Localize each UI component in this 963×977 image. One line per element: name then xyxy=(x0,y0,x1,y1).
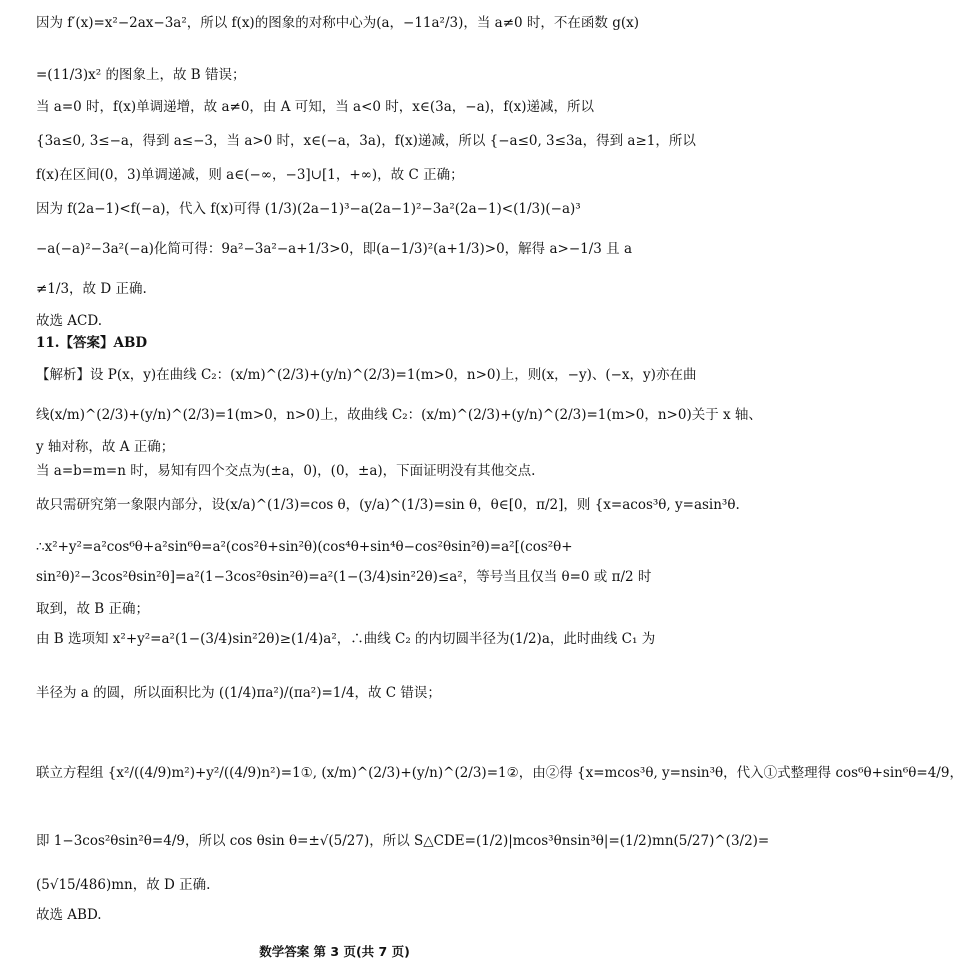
text-line: y 轴对称，故 A 正确； xyxy=(36,439,175,455)
text-line: 故选 ABD. xyxy=(36,907,102,923)
text-line: 11.【答案】ABD xyxy=(36,335,148,351)
text-line: 因为 f′(x)=x²−2ax−3a²，所以 f(x)的图象的对称中心为(a，−11a²/3)，当 a≠0 时，不在函数 g(x) xyxy=(36,15,639,31)
text-line: 线(x/m)^(2/3)+(y/n)^(2/3)=1(m>0，n>0)上，故曲线 C₂：(x/m)^(2/3)+(y/n)^(2/3)=1(m>0，n>0)关于 x 轴、 xyxy=(36,407,762,423)
text-line: 取到，故 B 正确； xyxy=(36,601,150,617)
text-line: 故只需研究第一象限内部分，设(x/a)^(1/3)=cos θ，(y/a)^(1/3)=sin θ，θ∈[0，π/2]，则 {x=acos³θ, y=asin³θ. xyxy=(36,497,740,513)
text-line: 即 1−3cos²θsin²θ=4/9，所以 cos θsin θ=±√(5/27)，所以 S△CDE=(1/2)|mcos³θnsin³θ|=(1/2)mn(5/27)^(3/2)= xyxy=(36,833,770,849)
text-line: 联立方程组 {x²/((4/9)m²)+y²/((4/9)n²)=1①, (x/m)^(2/3)+(y/n)^(2/3)=1②，由②得 {x=mcos³θ, y=nsin³θ，代入①式整理得 cos⁶θ+sin⁶θ=4/9， xyxy=(36,765,963,781)
text-line: 当 a=b=m=n 时，易知有四个交点为(±a，0)，(0，±a)，下面证明没有其他交点. xyxy=(36,463,536,479)
text-line: 因为 f(2a−1)<f(−a)，代入 f(x)可得 (1/3)(2a−1)³−a(2a−1)²−3a²(2a−1)<(1/3)(−a)³ xyxy=(36,201,581,217)
text-line: =(11/3)x² 的图象上，故 B 错误； xyxy=(36,67,246,83)
text-line: 由 B 选项知 x²+y²=a²(1−(3/4)sin²2θ)≥(1/4)a²，∴曲线 C₂ 的内切圆半径为(1/2)a，此时曲线 C₁ 为 xyxy=(36,631,656,647)
text-line: sin²θ)²−3cos²θsin²θ]=a²(1−3cos²θsin²θ)=a²(1−(3/4)sin²2θ)≤a²，等号当且仅当 θ=0 或 π/2 时 xyxy=(36,569,652,585)
text-line: 半径为 a 的圆，所以面积比为 ((1/4)πa²)/(πa²)=1/4，故 C 错误； xyxy=(36,685,441,701)
page-footer: 数学答案 第 3 页(共 7 页) xyxy=(259,944,410,959)
text-line: ≠1/3，故 D 正确. xyxy=(36,281,147,297)
text-line: ∴x²+y²=a²cos⁶θ+a²sin⁶θ=a²(cos²θ+sin²θ)(cos⁴θ+sin⁴θ−cos²θsin²θ)=a²[(cos²θ+ xyxy=(36,539,573,555)
text-line: (5√15/486)mn，故 D 正确. xyxy=(36,877,211,893)
text-line: {3a≤0, 3≤−a，得到 a≤−3，当 a>0 时，x∈(−a，3a)，f(x)递减，所以 {−a≤0, 3≤3a，得到 a≥1，所以 xyxy=(36,133,696,149)
text-line: f(x)在区间(0，3)单调递减，则 a∈(−∞，−3]∪[1，+∞)，故 C 正确； xyxy=(36,167,464,183)
text-line: 【解析】设 P(x，y)在曲线 C₂：(x/m)^(2/3)+(y/n)^(2/3)=1(m>0，n>0)上，则(x，−y)、(−x，y)亦在曲 xyxy=(36,367,697,383)
text-line: −a(−a)²−3a²(−a)化简可得：9a²−3a²−a+1/3>0，即(a−1/3)²(a+1/3)>0，解得 a>−1/3 且 a xyxy=(36,241,633,257)
text-line: 故选 ACD. xyxy=(36,313,103,329)
text-line: 当 a=0 时，f(x)单调递增，故 a≠0，由 A 可知，当 a<0 时，x∈(3a，−a)，f(x)递减，所以 xyxy=(36,99,595,115)
